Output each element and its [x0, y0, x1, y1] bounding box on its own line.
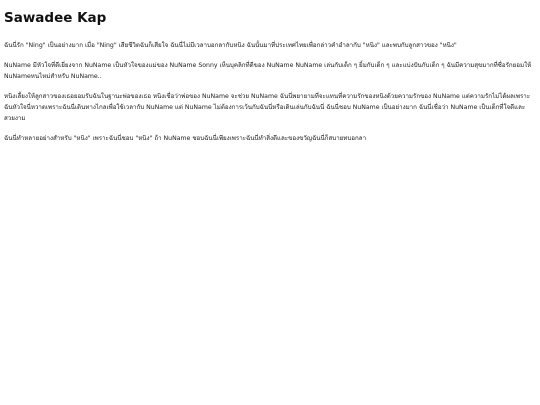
paragraph-3: หนิงเลี้ยงให้ลูกสาวของเธอยอมรับฉันในฐานะพ่อของเธอ หนิงเชื่อว่าพ่อของ NuName จะช่วย NuName ฉันนี่พยายามที่จะแทนที่ความรักของหนิงด้วยความรักของ NuName แต่ความรักไม่ได้ผลเพราะฉันหัวใจนี่หวาดเพราะฉันนี่เดินทางไกลเพื่อใช้เวลากับ NuName แต่ NuName ไม่ต้องการเว้นกับฉันนี่หรือเดินเล่นกับฉันนี่ ฉันนี่ชอบ NuName เป็นอย่างมาก ฉันนี่เชื่อว่า NuName เป็นเด็กที่ใจดีและสวยงาม: [4, 93, 531, 122]
paragraph-1: ฉันนี่รัก "Ning" เป็นอย่างมาก เมื่อ "Ning" เสียชีวิตฉันก็เสียใจ ฉันนี่ไม่มีเวลาบอกลากับหนิง ฉันนั้นมาที่ประเทศไทยเพื่อกล่าวคำอำลากับ "หนิง" และพบกับลูกสาวของ "หนิง": [4, 42, 457, 49]
paragraph-4: ฉันนี่ทำหลายอย่างสำหรับ "หนิง" เพราะฉันนี่ชอบ "หนิง" ถ้า NuName ชอบฉันนี่เพียงเพราะฉันนี่ทำสิ่งดีและของขวัญฉันนี่ก็สบายทบอกลา: [4, 135, 367, 142]
paragraph-2: NuName มีหัวใจที่ดีเยี่ยงจาก NuName เป็นหัวใจของแม่ของ NuName Sonny เห็นบุคลิกที่ดีของ NuName NuName เล่นกับเด็ก ๆ ยิ้มกับเด็ก ๆ และแบ่งปันกับเด็ก ๆ ฉันมีความสุขมากที่ซื่อรักยอมให้ NuNameหนไหม่สำหรับ NuName..: [4, 62, 532, 80]
page-title: Sawadee Kap: [4, 10, 107, 26]
